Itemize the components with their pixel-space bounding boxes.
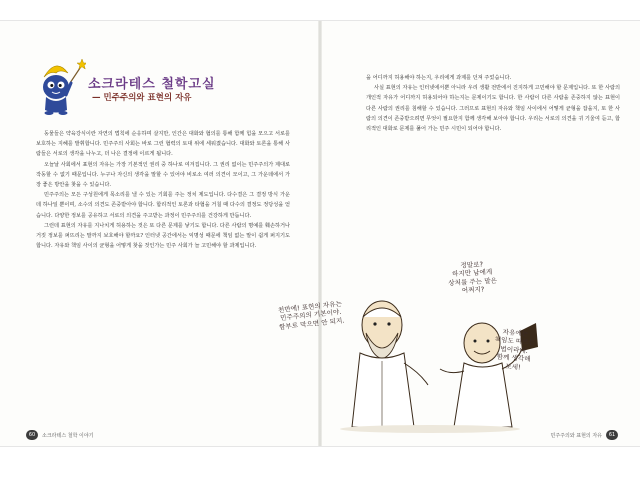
right-page-number: 61 (606, 430, 618, 440)
philosophers-drawing (270, 251, 590, 441)
right-running-title: 민주주의와 표현의 자유 (550, 432, 602, 439)
bearded-philosopher-figure (352, 301, 428, 427)
left-running-title: 소크라테스 철학 이야기 (42, 432, 94, 439)
left-page-number: 60 (26, 430, 38, 440)
right-body-text (366, 73, 620, 134)
philosophers-illustration (270, 251, 590, 441)
paragraph: 을 어디까지 허용해야 하는지, 우리에게 과제를 던져 주었습니다. (366, 75, 512, 81)
speech-text-top: 정말로? 하지만 남에게 상처를 주는 말은 어쩌지? (448, 260, 498, 295)
speech-text-left: 천만에! 표현의 자유는 민주주의의 기본이야. 함부로 막으면 안 되지. (277, 299, 345, 332)
paragraph: 동물들은 약육강식이란 자연의 법칙에 순응하며 살지만, 인간은 대화와 협의를 통해 함께 힘을 모으고 서로를 보호하는 지혜를 발휘합니다. 민주주의 사회는 바로 그런 협력의 토대 위에 세워졌습니다. 대화와 토론을 통해 사람들은 서로의 생각을 나누고, 더 나은 결정에 이르게 됩니다. (36, 131, 290, 158)
page-subtitle: — 민주주의와 표현의 자유 (92, 93, 192, 103)
paragraph: 그런데 표현의 자유를 지나치게 허용하는 것은 또 다른 문제를 낳기도 합니다. 다른 사람의 명예를 훼손하거나 거짓 정보를 퍼뜨리는 말까지 보호해야 할까요? 인터넷 공간에서는 익명성 때문에 책임 없는 말이 쉽게 퍼지기도 합니다. 자유와 책임 사이의 균형을 어떻게 찾을 것인가는 민주 사회가 늘 고민해야 할 과제입니다. (36, 222, 290, 250)
mascot-illustration (34, 55, 86, 117)
book-spread (0, 20, 640, 447)
left-body-text (36, 129, 290, 251)
paragraph: 오늘날 사회에서 표현의 자유는 가장 기본적인 권리 중 하나로 여겨집니다. 그 권리 없이는 민주주의가 제대로 작동할 수 없기 때문입니다. 누구나 자신의 생각을 말할 수 있어야 비로소 여러 의견이 모이고, 그 가운데에서 가장 좋은 방안을 찾을 수 있습니다. (36, 161, 290, 189)
speech-text-right: 자유에는 책임도 따르는 법이라네. 함께 생각해 보세! (494, 328, 536, 372)
paragraph: 사실 표현의 자유는 인터넷에서뿐 아니라 우리 생활 전반에서 진지하게 고민해야 할 문제입니다. 또 한 사람의 개인적 자유가 어디까지 허용되어야 하는지는 문제이기도 합니다. 한 사람이 다른 사람을 존중하지 않는 표현이 다른 사람의 권리를 침해할 수 있습니다. 그러므로 표현의 자유와 책임 사이에서 어떻게 균형을 잡을지, 또 한 사람의 의견이 존중받으려면 무엇이 필요한지 함께 생각해 보아야 합니다. 우리는 서로의 의견을 귀 기울여 듣고, 합리적인 대화로 문제를 풀어 가는 민주 시민이 되어야 합니다. (366, 85, 620, 133)
paragraph: 민주주의는 모든 구성원에게 목소리를 낼 수 있는 기회를 주는 정치 제도입니다. 다수결은 그 결정 방식 가운데 하나일 뿐이며, 소수의 의견도 존중받아야 합니다. 합리적인 토론과 타협을 거칠 때 다수의 결정도 정당성을 얻습니다. 다양한 정보를 공유하고 서로의 의견을 주고받는 과정이 민주주의를 건강하게 만듭니다. (36, 192, 290, 219)
left-footer (26, 430, 93, 440)
page-title: 소크라테스 철학고실 (88, 77, 216, 92)
